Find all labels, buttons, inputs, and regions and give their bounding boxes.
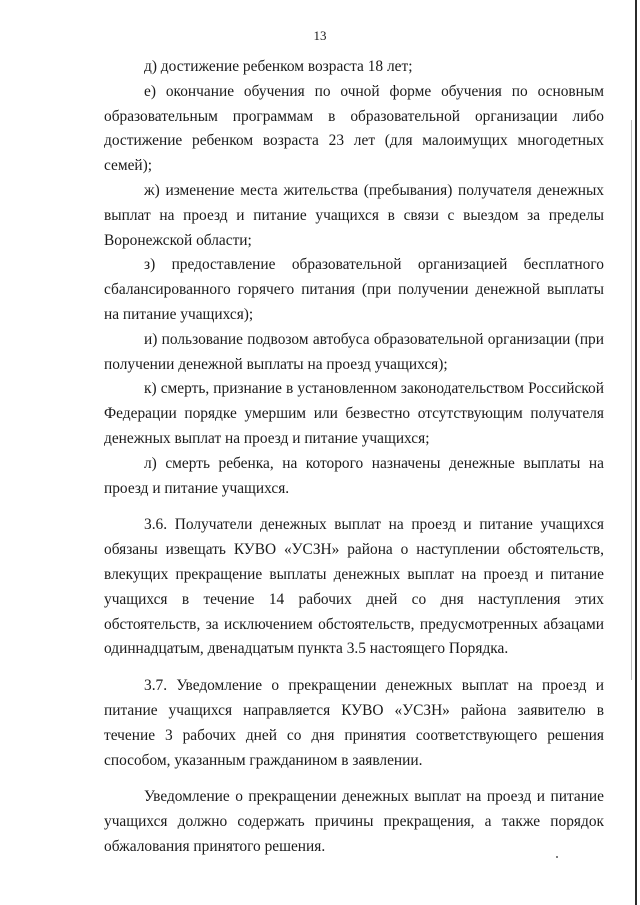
page-number: 13 bbox=[313, 28, 327, 43]
document-body bbox=[104, 55, 604, 860]
paragraph-l: л) смерть ребенка, на которого назначены денежные выплаты на проезд и питание учащихся. bbox=[104, 454, 604, 497]
scan-edge-shadow bbox=[631, 120, 632, 680]
paragraph-k: к) смерть, признание в установленном законодательством Российской Федерации порядке умершим или безвестно отсутствующим получателя денежных выплат на проезд и питание учащихся; bbox=[104, 380, 604, 447]
scan-edge-line bbox=[635, 0, 637, 905]
paragraph-3-6: 3.6. Получатели денежных выплат на проезд и питание учащихся обязаны извещать КУВО «УСЗН» района о наступлении обстоятельств, влекущих прекращение выплаты денежных выплат на проезд и питание учащихся в течение 14 рабочих дней со дня наступления этих обстоятельств, за исключением обстоятельств, предусмотренных абзацами одиннадцатым, двенадцатым пункта 3.5 настоящего Порядка. bbox=[104, 516, 604, 658]
paragraph-z: з) предоставление образовательной организацией бесплатного сбалансированного горячего питания (при получении денежной выплаты на питание учащихся); bbox=[104, 256, 604, 323]
paragraph-d: д) достижение ребенком возраста 18 лет; bbox=[144, 58, 413, 75]
paragraph-zh: ж) изменение места жительства (пребывания) получателя денежных выплат на проезд и питание учащихся в связи с выездом за пределы Воронежской области; bbox=[104, 181, 604, 249]
paragraph-3-7: 3.7. Уведомление о прекращении денежных выплат на проезд и питание учащихся направляется КУВО «УСЗН» района заявителю в течение 3 рабочих дней со дня принятия соответствующего решения способом, указанным гражданином в заявлении. bbox=[104, 677, 604, 769]
paragraph-i: и) пользование подвозом автобуса образовательной организации (при получении денежной выплаты на проезд учащихся); bbox=[104, 330, 604, 373]
paragraph-notice-content: Уведомление о прекращении денежных выплат на проезд и питание учащихся должно содержать причины прекращения, а также порядок обжалования принятого решения. bbox=[104, 788, 604, 855]
paragraph-e: е) окончание обучения по очной форме обучения по основным образовательным программам в образовательной организации либо достижение ребенком возраста 23 лет (для малоимущих многодетных семей); bbox=[104, 82, 604, 175]
scan-speck bbox=[556, 856, 558, 858]
